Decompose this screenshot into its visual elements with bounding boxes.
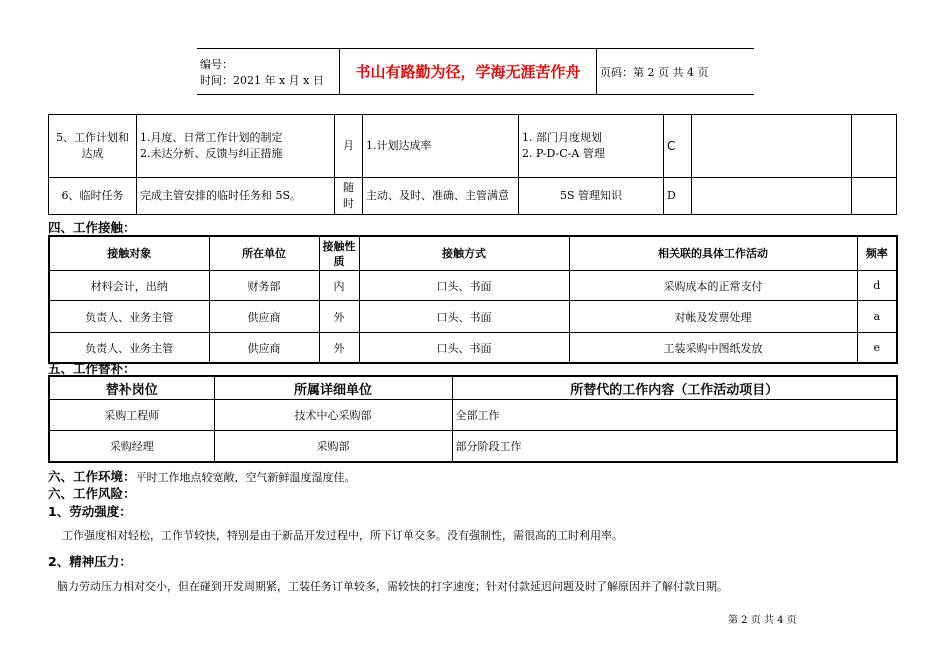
task-level: C (664, 115, 692, 178)
table-cell: 对帐及发票处理 (569, 301, 857, 333)
table-row (49, 271, 897, 301)
table-cell: 财务部 (209, 271, 319, 301)
table-cell: 口头、书面 (359, 333, 569, 364)
header-meta (197, 49, 340, 95)
task-frequency: 月 (335, 115, 363, 178)
table-cell: 采购工程师 (49, 400, 214, 431)
column-header: 相关联的具体工作活动 (569, 236, 857, 271)
table-row (49, 431, 897, 463)
table-cell: 全部工作 (452, 400, 897, 431)
header-motto: 书山有路勤为径，学海无涯苦作舟 (340, 49, 597, 95)
section-title: 五、工作替补： (48, 361, 136, 376)
labor-text: 工作强度相对轻松，工作节较快，特别是由于新品开发过程中，所下订单交多。没有强制性，需很高的工时利用率。 (62, 529, 623, 542)
section-title: 六、工作风险： (48, 486, 136, 501)
column-header: 所替代的工作内容（工作活动项目） (452, 376, 897, 400)
column-header: 接触方式 (359, 236, 569, 271)
task-content: 完成主管安排的临时任务和 5S。 (137, 178, 335, 215)
table-cell: a (857, 301, 897, 333)
empty-cell (852, 115, 897, 178)
task-content-line: 2.未达分析、反馈与纠正措施 (140, 147, 283, 160)
table-cell: 供应商 (209, 301, 319, 333)
table-cell: 内 (319, 271, 359, 301)
page-number-label: 页码：第 2 页 共 4 页 (597, 49, 755, 95)
environment-text: 平时工作地点较宽敞，空气新鲜温度湿度佳。 (135, 471, 356, 484)
empty-cell (692, 115, 852, 178)
table-cell: 外 (319, 301, 359, 333)
column-header: 接触对象 (49, 236, 209, 271)
task-content (137, 115, 335, 178)
table-row (49, 400, 897, 431)
task-frequency: 随时 (335, 178, 363, 215)
task-knowledge-line: 1. 部门月度规划 (522, 131, 602, 144)
task-knowledge (519, 115, 664, 178)
table-cell: 材料会计，出纳 (49, 271, 209, 301)
table-cell: 采购部 (214, 431, 452, 463)
substitute-table (48, 375, 898, 463)
section-title: 四、工作接触： (48, 220, 136, 235)
task-content-line: 1.月度、日常工作计划的制定 (140, 131, 283, 144)
subsection-title: 1、劳动强度： (48, 504, 132, 519)
table-cell: 工装采购中图纸发放 (569, 333, 857, 364)
table-cell: 技术中心采购部 (214, 400, 452, 431)
table-row (49, 301, 897, 333)
table-header-row (49, 236, 897, 271)
environment-line (48, 466, 356, 485)
empty-cell (692, 178, 852, 215)
table-cell: 口头、书面 (359, 271, 569, 301)
table-cell: 采购经理 (49, 431, 214, 463)
contact-table (48, 235, 898, 364)
task-knowledge-line: 2. P-D-C-A 管理 (522, 147, 605, 160)
table-cell: 外 (319, 333, 359, 364)
task-knowledge: 5S 管理知识 (519, 178, 664, 215)
column-header: 所属详细单位 (214, 376, 452, 400)
task-name: 5、工作计划和达成 (49, 115, 137, 178)
task-standard: 1.计划达成率 (363, 115, 519, 178)
subsection-title: 2、精神压力： (48, 554, 132, 569)
table-cell: 供应商 (209, 333, 319, 364)
table-cell: 采购成本的正常支付 (569, 271, 857, 301)
task-standard: 主动、及时、准确、主管满意 (363, 178, 519, 215)
table-header-row (49, 376, 897, 400)
page-footer: 第 2 页 共 4 页 (728, 615, 797, 626)
task-level: D (664, 178, 692, 215)
table-row (49, 115, 897, 178)
table-cell: 口头、书面 (359, 301, 569, 333)
column-header: 所在单位 (209, 236, 319, 271)
column-header: 频率 (857, 236, 897, 271)
table-cell: 负责人、业务主管 (49, 301, 209, 333)
table-cell: e (857, 333, 897, 364)
empty-cell (852, 178, 897, 215)
table-cell: 部分阶段工作 (452, 431, 897, 463)
table-row (49, 333, 897, 364)
table-cell: 负责人、业务主管 (49, 333, 209, 364)
task-name: 6、临时任务 (49, 178, 137, 215)
section-title: 六、工作环境： (48, 469, 136, 484)
mental-text: 脑力劳动压力相对交小，但在碰到开发周期紧，工装任务订单较多，需较快的打字速度；针对付款延迟问题及时了解原因并了解付款日期。 (57, 580, 728, 593)
task-table (48, 114, 897, 215)
table-row (49, 178, 897, 215)
table-cell: d (857, 271, 897, 301)
column-header: 接触性质 (319, 236, 359, 271)
page-header (197, 48, 754, 95)
date-label: 时间：2021 年 x 月 x 日 (200, 73, 324, 87)
column-header: 替补岗位 (49, 376, 214, 400)
number-label: 编号： (200, 57, 233, 71)
